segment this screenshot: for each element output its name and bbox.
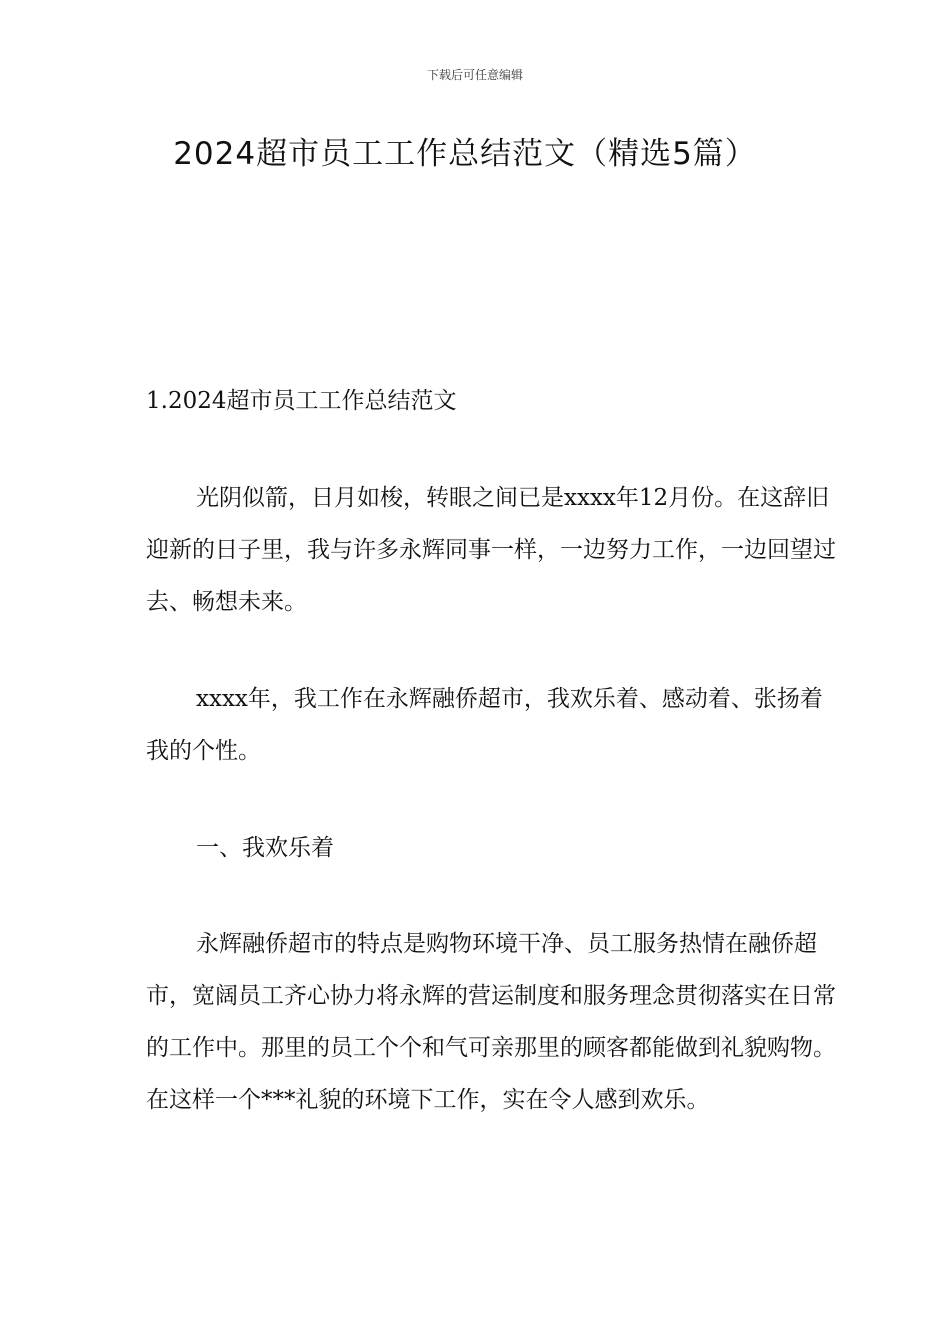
paragraph-text: xxxx年，我工作在永辉融侨超市，我欢乐着、感动着、张扬着我的个性。 (146, 686, 823, 764)
paragraph-intro (146, 472, 836, 628)
document-title: 2024超市员工工作总结范文（精选5篇） (173, 136, 757, 172)
section-heading: 1.2024超市员工工作总结范文 (146, 388, 457, 414)
subsection-heading-text: 一、我欢乐着 (196, 835, 334, 861)
paragraph-text: 永辉融侨超市的特点是购物环境干净、员工服务热情在融侨超市，宽阔员工齐心协力将永辉的营运制度和服务理念贯彻落实在日常的工作中。那里的员工个个和气可亲那里的顾客都能做到礼貌购物。在这样一个***礼貌的环境下工作，实在令人感到欢乐。 (146, 931, 836, 1113)
paragraph-text: 光阴似箭，日月如梭，转眼之间已是xxxx年12月份。在这辞旧迎新的日子里，我与许多永辉同事一样，一边努力工作，一边回望过去、畅想未来。 (146, 485, 836, 615)
paragraph-summary (146, 673, 836, 777)
subsection-heading (146, 822, 836, 874)
paragraph-happy (146, 918, 836, 1126)
header-note: 下载后可任意编辑 (426, 68, 523, 82)
